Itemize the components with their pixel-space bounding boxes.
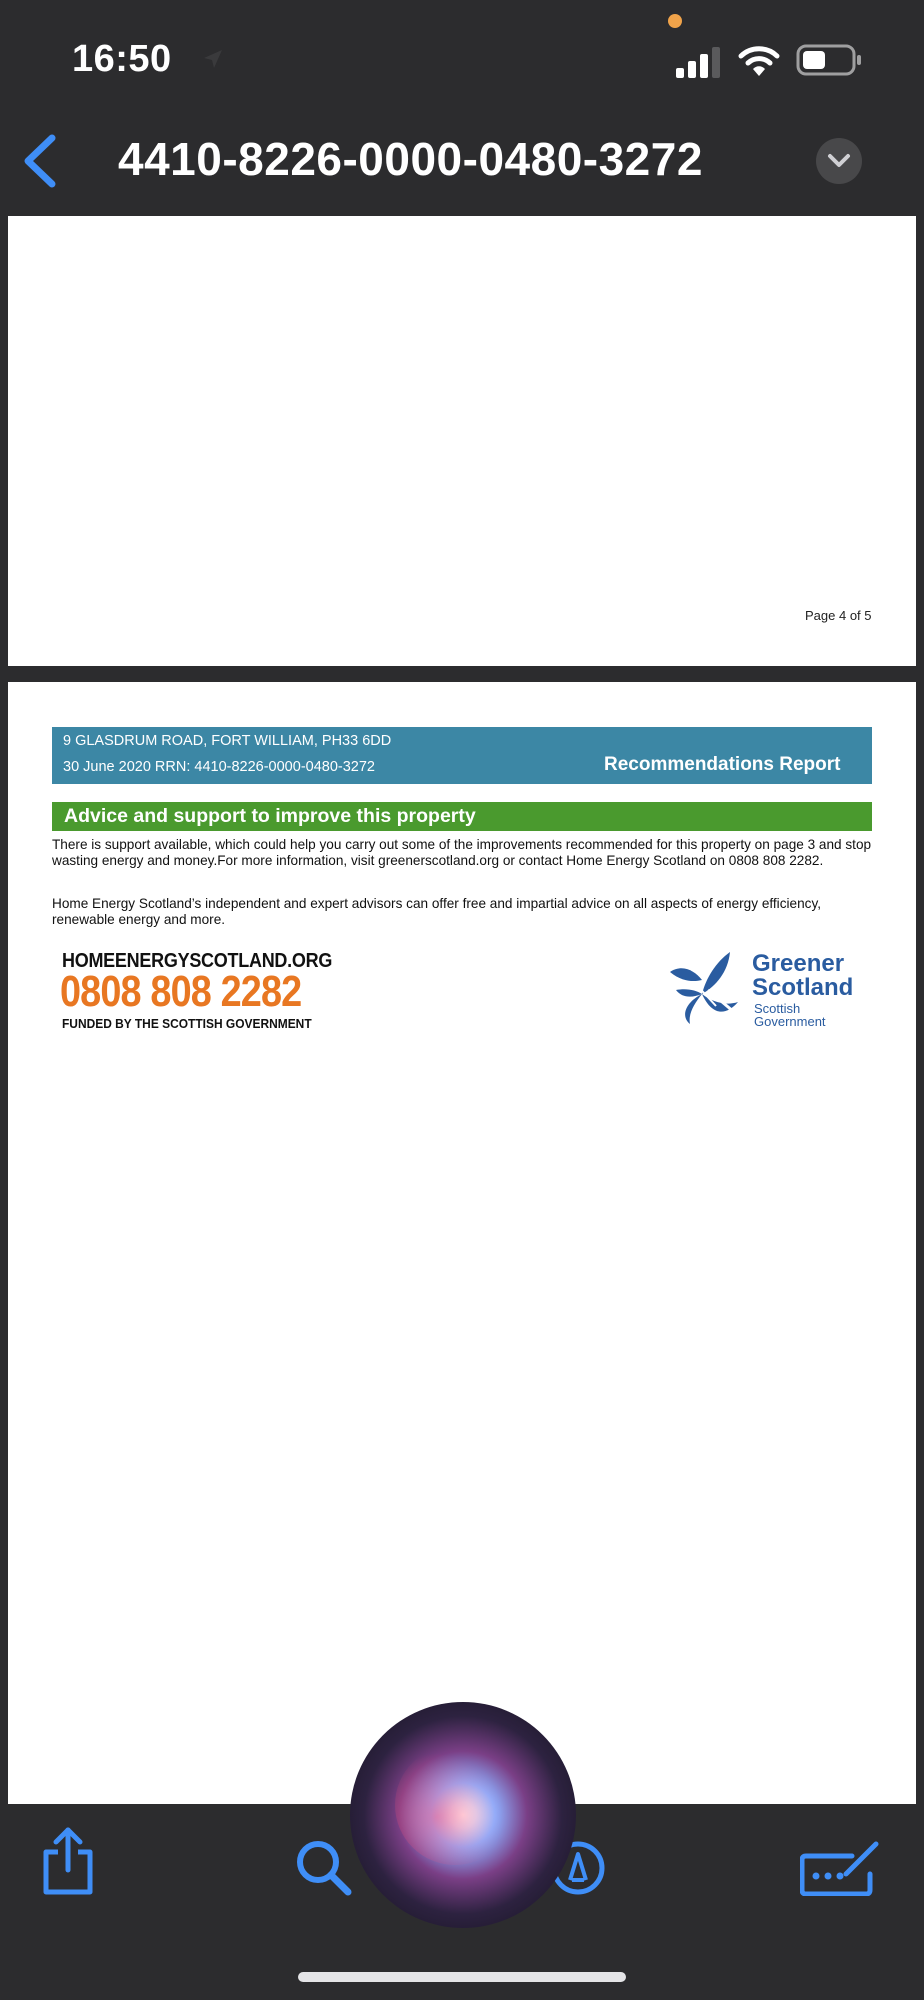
property-address: 9 GLASDRUM ROAD, FORT WILLIAM, PH33 6DD <box>63 733 392 749</box>
home-energy-scotland-url: HOMEENERGYSCOTLAND.ORG <box>62 950 333 972</box>
support-paragraph: There is support available, which could help you carry out some of the improvements recommended for this property on page 3 and stop wasting energy and money.For more information, visit greenerscotland.org or contact Home Energy Scotland on 0808 808 2282. <box>52 837 872 868</box>
status-time: 16:50 <box>72 38 172 80</box>
location-arrow-icon <box>202 48 224 70</box>
scottish-government-line1: Scottish <box>754 1001 801 1016</box>
search-icon[interactable] <box>294 1838 352 1896</box>
pdf-page-4 <box>8 216 916 666</box>
privacy-indicator-icon <box>668 14 682 28</box>
battery-icon <box>796 44 862 76</box>
back-chevron-icon[interactable] <box>18 132 60 190</box>
chevron-down-icon <box>827 152 851 170</box>
section-title: Advice and support to improve this property <box>64 805 476 827</box>
greener-scotland-line1: Greener <box>752 950 845 977</box>
wifi-icon <box>738 44 780 78</box>
title-menu-button[interactable] <box>816 138 862 184</box>
greener-scotland-saltire-icon <box>668 950 740 1026</box>
funded-by-label: FUNDED BY THE SCOTTISH GOVERNMENT <box>62 1016 312 1031</box>
cellular-signal-icon <box>674 46 722 78</box>
share-icon[interactable] <box>40 1826 96 1896</box>
report-title: Recommendations Report <box>604 754 841 775</box>
report-date-rrn: 30 June 2020 RRN: 4410-8226-0000-0480-3272 <box>63 759 375 775</box>
scottish-government-line2: Government <box>754 1014 826 1029</box>
home-indicator[interactable] <box>298 1972 626 1982</box>
edit-form-icon[interactable] <box>800 1840 880 1896</box>
status-bar <box>0 0 924 110</box>
home-energy-scotland-phone: 0808 808 2282 <box>60 967 302 1016</box>
siri-glow <box>395 1745 515 1865</box>
advisors-paragraph: Home Energy Scotland’s independent and expert advisors can offer free and impartial advice on all aspects of energy efficiency, renewable energy and more. <box>52 896 822 927</box>
page-number-label: Page 4 of 5 <box>805 608 872 623</box>
greener-scotland-line2: Scotland <box>752 974 854 1001</box>
document-title[interactable]: 4410-8226-0000-0480-3272 <box>118 133 703 185</box>
